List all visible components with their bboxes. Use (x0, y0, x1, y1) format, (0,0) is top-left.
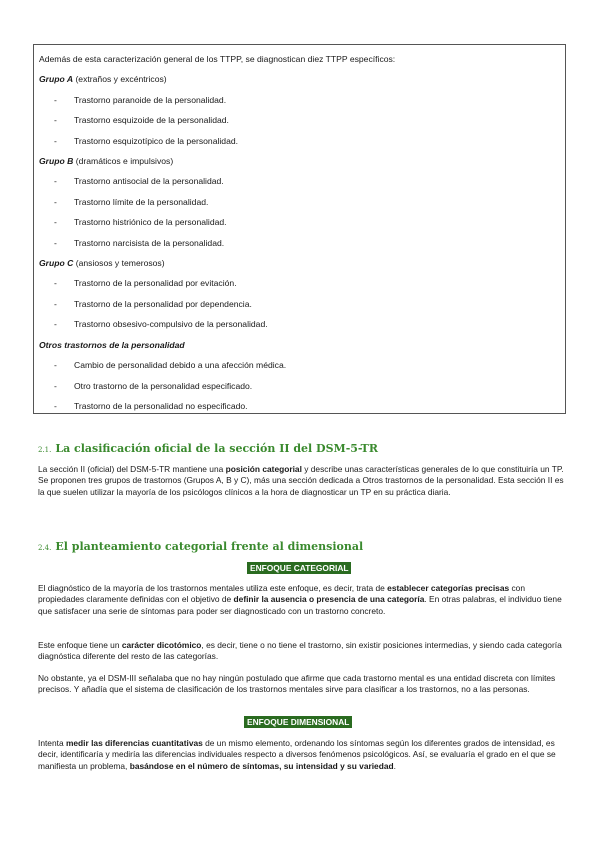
list-item: - Trastorno de la personalidad por evitación. (54, 278, 237, 289)
paragraph: Este enfoque tiene un carácter dicotómico, es decir, tiene o no tiene el trastorno, sin existir posiciones intermedias, y siendo cada categoría diagnóstica diferente del resto de las categorías. (38, 640, 562, 662)
list-item: - Trastorno histriónico de la personalidad. (54, 217, 227, 228)
section-heading-2-4 (38, 540, 363, 553)
label-enfoque-dimensional: ENFOQUE DIMENSIONAL (244, 716, 352, 728)
group-a-title: Grupo A (39, 74, 74, 85)
group-b-header (39, 151, 560, 171)
list-item: - Cambio de personalidad debido a una afección médica. (54, 360, 287, 371)
box-intro: Además de esta caracterización general de los TTPP, se diagnostican diez TTPP específicos: (39, 54, 396, 64)
list-item: - Trastorno de la personalidad por dependencia. (54, 298, 252, 309)
list-item: - Otro trastorno de la personalidad especificado. (54, 380, 253, 391)
group-other-title: Otros trastornos de la personalidad (39, 339, 185, 350)
group-b-title: Grupo B (39, 156, 74, 167)
group-a-header (39, 69, 560, 89)
personality-disorders-box (33, 44, 566, 414)
section-number: 2.4. (38, 544, 52, 552)
group-c-desc: (ansiosos y temerosos) (73, 258, 165, 269)
list-item: - Trastorno narcisista de la personalidad. (54, 237, 225, 248)
paragraph: Intenta medir las diferencias cuantitativas de un mismo elemento, ordenando los síntomas según los diferentes grados de intensidad, es decir, identificaría y mediría las diferencias individuales respecto a diversos fenómenos psicológicos. Así, se evaluaría el grado en el que se manifiesta un problema, basándose en el número de síntomas, su intensidad y su variedad. (38, 738, 556, 771)
group-a-desc: (extraños y excéntricos) (73, 74, 167, 85)
label-enfoque-categorial: ENFOQUE CATEGORIAL (247, 562, 351, 574)
list-item: - Trastorno esquizotípico de la personalidad. (54, 135, 239, 146)
section-title: La clasificación oficial de la sección II del DSM-5-TR (55, 442, 378, 455)
list-item: - Trastorno paranoide de la personalidad. (54, 94, 227, 105)
list-item: - Trastorno esquizoide de la personalidad. (54, 115, 229, 126)
section-heading-2-1 (38, 442, 378, 455)
group-b-desc: (dramáticos e impulsivos) (73, 156, 174, 167)
list-item: - Trastorno límite de la personalidad. (54, 196, 209, 207)
group-other-header (39, 335, 560, 355)
list-item: - Trastorno obsesivo-compulsivo de la personalidad. (54, 319, 268, 330)
group-c-header (39, 253, 560, 273)
paragraph: No obstante, ya el DSM-III señalaba que no hay ningún postulado que afirme que cada trastorno mental es una entidad discreta con límites precisos. Y añadía que el sistema de clasificación de los trastornos mentales sirve para clasificar a los trastornos, no a las personas. (38, 673, 556, 695)
paragraph: El diagnóstico de la mayoría de los trastornos mentales utiliza este enfoque, es decir, trata de establecer categorías precisas con propiedades claramente definidas con el objetivo de definir la ausencia o presencia de una categoría. En otras palabras, el individuo tiene que satisfacer una serie de síntomas para poder ser diagnosticado con un trastorno concreto. (38, 583, 562, 616)
list-item: - Trastorno de la personalidad no especificado. (54, 400, 248, 411)
list-item: - Trastorno antisocial de la personalidad. (54, 176, 224, 187)
section-number: 2.1. (38, 446, 52, 454)
paragraph: La sección II (oficial) del DSM-5-TR mantiene una posición categorial y describe unas características generales de lo que constituiría un TP. Se proponen tres grupos de trastornos (Grupos A, B y C), más una sección dedicada a Otros trastornos de la personalidad. Esta sección II es la que suelen utilizar la mayoría de los psicólogos clínicos a la hora de diagnosticar un TP en su práctica diaria. (38, 464, 564, 497)
group-c-title: Grupo C (39, 258, 74, 269)
section-title: El planteamiento categorial frente al dimensional (55, 540, 364, 553)
